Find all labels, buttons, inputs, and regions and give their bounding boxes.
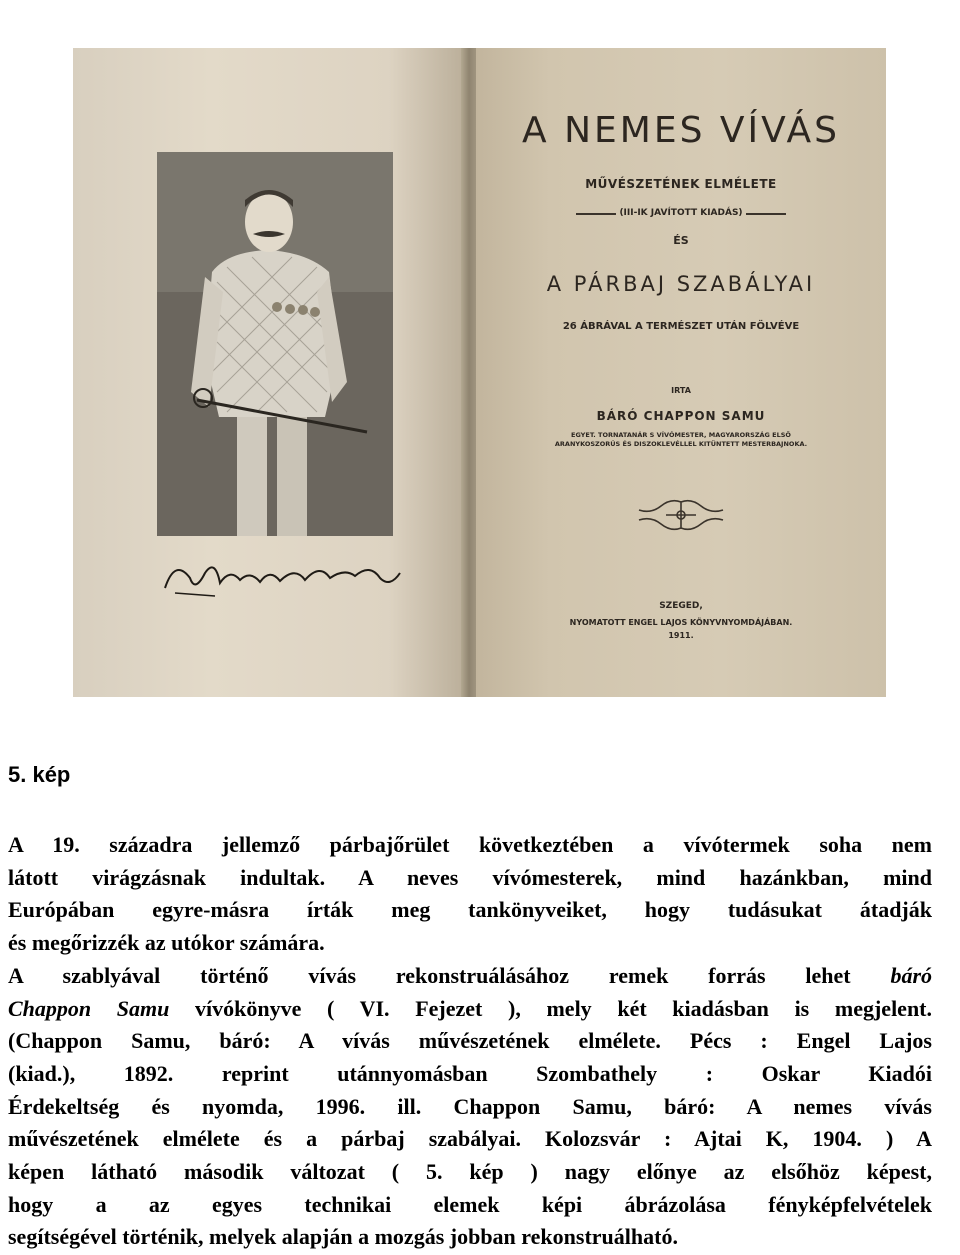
book-irta: IRTA: [671, 386, 691, 395]
portrait-photo: [157, 152, 393, 536]
text-line: művészetének elmélete és a párbaj szabályai. Kolozsvár : Ajtai K, 1904. ) A: [8, 1126, 932, 1152]
text-segment: A szablyával történő vívás rekonstruálásához remek forrás lehet: [8, 962, 891, 988]
text-line: [8, 993, 932, 1026]
book-conjunction: ÉS: [673, 234, 689, 247]
left-book-page: [73, 48, 468, 697]
figure-caption: 5. kép: [8, 762, 71, 787]
text-line: Európában egyre-másra írták meg tankönyveiket, hogy tudásukat átadják: [8, 897, 932, 923]
book-title: A NEMES VÍVÁS: [522, 110, 840, 151]
book-author: BÁRÓ CHAPPON SAMU: [596, 409, 766, 423]
text-line: segítségével történik, melyek alapján a mozgás jobban rekonstruálható.: [8, 1224, 678, 1250]
credentials-line: EGYET. TORNATANÁR S VÍVÓMESTER, MAGYARORSZÁG ELSŐ: [571, 431, 791, 439]
text-line: hogy a az egyes technikai elemek képi ábrázolása fényképfelvételek: [8, 1191, 932, 1217]
text-line: képen látható második változat ( 5. kép ) nagy előnye az elsőhöz képest,: [8, 1159, 932, 1185]
book-city: SZEGED,: [659, 601, 703, 611]
text-line: A 19. századra jellemző párbajőrület következtében a vívótermek soha nem: [8, 832, 932, 857]
body-text: [8, 829, 932, 1254]
book-printer: NYOMATOTT ENGEL LAJOS KÖNYVNYOMDÁJÁBAN.: [569, 618, 793, 627]
book-year: 1911.: [668, 631, 694, 640]
signature: [155, 548, 405, 608]
italic-name: Chappon Samu: [8, 995, 170, 1021]
book-figures-note: 26 ÁBRÁVAL A TERMÉSZET UTÁN FÖLVÉVE: [562, 321, 800, 332]
title-page: [476, 48, 886, 697]
book-title-secondary: A PÁRBAJ SZABÁLYAI: [546, 272, 816, 296]
text-line: Érdekeltség és nyomda, 1996. ill. Chappon Samu, báró: A nemes vívás: [8, 1093, 932, 1119]
book-photograph: [73, 48, 886, 697]
text-line: látott virágzásnak indultak. A neves vívómesterek, mind hazánkban, mind: [8, 864, 932, 890]
book-subtitle: MŰVÉSZETÉNEK ELMÉLETE: [585, 177, 777, 191]
text-segment: vívókönyve ( VI. Fejezet ), mely két kiadásban is megjelent.: [169, 995, 933, 1021]
text-line: [8, 960, 932, 993]
rule-right: [746, 213, 786, 215]
fencer-figure: [157, 152, 393, 536]
ornament-icon: [631, 498, 731, 532]
credentials-line: ARANYKOSZORÚS ÉS DISZOKLEVÉLLEL KITÜNTETT MESTERBAJNOKA.: [554, 440, 808, 448]
text-line: (kiad.), 1892. reprint utánnyomásban Szombathely : Oskar Kiadói: [8, 1060, 932, 1086]
text-line: és megőrizzék az utókor számára.: [8, 930, 325, 956]
book-credentials: [476, 431, 886, 449]
text-line: (Chappon Samu, báró: A vívás művészetének elmélete. Pécs : Engel Lajos: [8, 1028, 932, 1054]
book-edition: (III-IK JAVÍTOTT KIADÁS): [619, 208, 743, 218]
italic-name: báró: [890, 962, 932, 988]
